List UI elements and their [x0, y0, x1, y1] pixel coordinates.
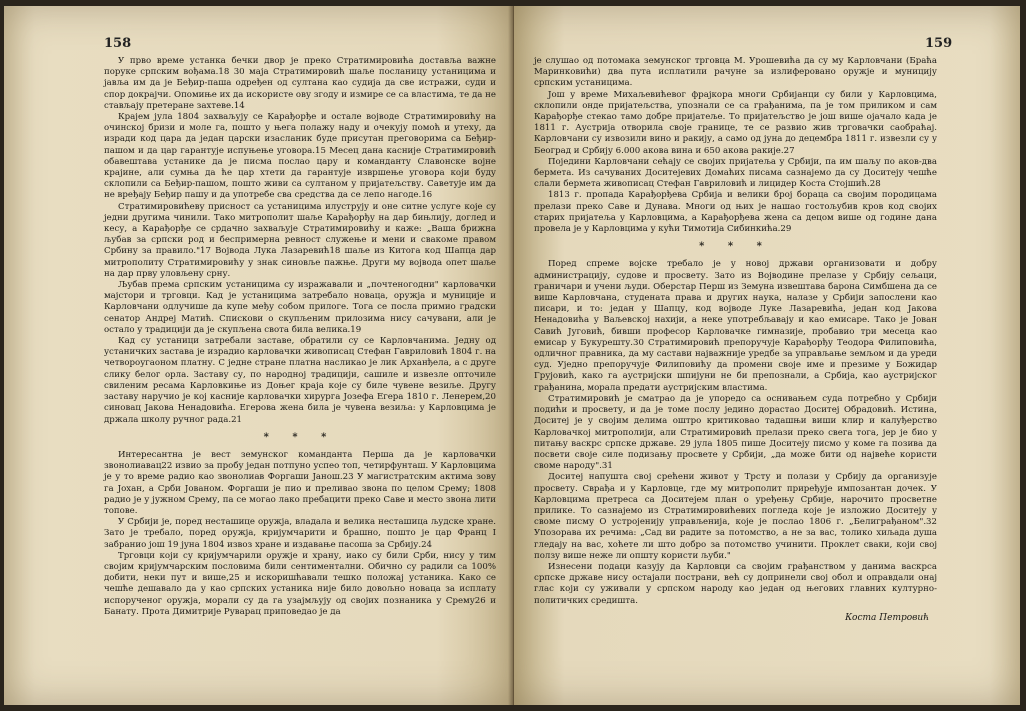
paragraph: Трговци који су кријумчарили оружје и храну, иако су били Срби, нису у тим својим кријумчарским пословима били сентиментални. Обично су радили са 100% добити, неки пут и више,25 и искоришћавали тешко положај устаника. Како се чешће дешавало да у као српских устаника није било довољно новаца за исплату испорученог оружја, морали су да га узајмљују од својих познаника у Срему26 и Банату. Прота Димитрије Руварац приповедао је да	[104, 550, 496, 617]
paragraph: Кад су устаници затребали заставе, обратили су се Карловчанима. Једну од устаничких застава је израдио карловачки живописац Стефан Гавриловић 1804 г. на четвороугаоном платну. С једне стране платна насликао је лик Арханђела, а с друге слику белог орла. Заставу су, по народној традицији, сашиле и извезле опточиле свиленим ресама Карловкиње из Доњег краја које су биле чувене везиље. Другу заставу наручио је кој касније карловачки хирурга Јозефа Егера 1810 г. Ленерем,20 синовац Јакова Ненадовића. Егерова жена била је чувена везиља: у Карловцима је држала школу ручног рада.21	[104, 336, 496, 425]
page-number-left: 158	[104, 36, 132, 51]
right-page-body	[534, 56, 937, 624]
paragraph: Изнесени подаци казују да Карловци са својим грађанством у данима васкрса српске државе нису остајали пострани, већ су допринели свој обол и оправдали онај глас који су уживали у српском народу као један од његових главних културно-политичких средишта.	[534, 561, 937, 606]
paragraph: Још у време Михаљевићевог фрајкора многи Србијанци су били у Карловцима, склопили онде пријатељства, упознали се са грађанима, па је том приликом и сам Карађорђе стекао тамо добре пријатеље. То пријатељство је још више ојачало када је 1811 г. Аустрија отворила своје границе, те се развио жив трговачки саобраћај. Карловчани су извозили вино и ракију, а само од јуна до децембра 1811 г. извезли су у Београд и Србију 6.000 акова вина и 650 акова ракије.27	[534, 89, 937, 156]
paragraph: Стратимировић је сматрао да је упоредо са оснивањем суда потребно у Србији подићи и просвету, и да је томе послу једино дорастао Доситеј Обрадовић. Истина, Доситеј је у својим делима оштро критиковао тадашњи виши клир и калуђерство Карловачкој митрополији, али Стратимировић прелази преко свега тога, јер је био у питању васкрс српске државе. 29 јула 1805 пише Доситеју писмо у коме га позива да посвети своје силе подизању просвете у Србији, „да може бити од највеће користи своме народу".31	[534, 393, 937, 472]
paragraph: У Србији је, поред несташице оружја, владала и велика несташица људске хране. Зато је требало, поред оружја, кријумчарити и брашно, пошто је цар Франц I забранио још 19 јуна 1804 извоз хране и издавање пасоша за Србију.24	[104, 517, 496, 550]
paragraph: Поред спреме војске требало је у новој држави организовати и добру администрацију, судове и просвету. Зато из Војводине прелазе у Србију сељаци, граничари и учени људи. Оберстар Перш из Земуна извештава барона Симбшена да се више Карловчана, студената права и других наука, налазе у Србији запослени као писари, и то: један у Шапцу, код војводе Луке Лазаревића, један код Јакова Ненадовића у Ваљевској нахији, а неке употребљавају и као емисаре. Тако је Јован Савић Југовић, бивши професор Карловачке гимназије, пробавио три месеца као емисар у Букурешту.30 Стратимировић препоручује Карађорђу Теодора Филиповића, одличног правника, да му састави најважније уредбе за управљање земљом и да уреди суд. Уједно препоручује Филиповићу да промени своје име и презиме у Божидар Грујовић, како га аустријски шпијуни не би препознали, а Србија, као аустријског грађанина, морала предати аустријским властима.	[534, 259, 937, 393]
page-number-right: 159	[925, 36, 953, 51]
paragraph: Интересантна је вест земунског команданта Перша да је карловачки звонолиавац22 извио за пробу један потпуно успео топ, четирфунташ. У Карловцима је у то време радио као звонолиав Форгаши Јанош.23 У магистратским актима зову га Јохан, а Срби Јованом. Форгаши је пио и преливао звона по целом Срему; 1808 радио је у јужном Срему, па се могао лако пребацити преко Саве и место звона лити топове.	[104, 449, 496, 516]
paragraph: Поједини Карловчани сећају се својих пријатеља у Србији, па им шаљу по аков-два бермета. Из сачуваних Доситејевих Домаћих писама сазнајемо да су Доситеју чешће слали бермета живописац Стефан Гавриловић и лицидер Коста Стојшић.28	[534, 156, 937, 190]
author-signature: Коста Петровић	[845, 612, 929, 623]
left-page	[4, 6, 514, 705]
section-divider: * * *	[699, 241, 772, 253]
right-page	[514, 6, 1020, 705]
section-divider: * * *	[263, 431, 337, 443]
paragraph: Стратимировићеву присност са устаницима илуструју и оне ситне услуге које су једни другима чинили. Тако митрополит шаље Карађорђу на дар бињлију, доглед и кесу, а Карађорђе се срдачно захваљује Стратимировићу и каже: „Ваша брижна љубав за српски род и беспримерна ревност служење и мени и свакоме правом Србину за правило."17 Војвода Лука Лазаревић18 шаље из Китога код Шапца дар митрополиту Стратимировићу у знак синовље пажње. Други му војвода опет шаље на дар прву уловљену срну.	[104, 201, 496, 279]
paragraph: У прво време устанка бечки двор је преко Стратимировића доставља важне поруке српским вођама.18 30 маја Стратимировић шаље посланицу устаницима и јавља им да је Беђир-паша одређен од султана као судија да све истражи, суди и спор докрајчи. Опомиње их да искористе ову згоду и измире се са властима, те да не стављају претеране захтеве.14	[104, 56, 496, 111]
left-page-body	[104, 56, 496, 618]
paragraph: је слушао од потомака земунског трговца М. Урошевића да су му Карловчани (Браћа Маринковићи) два пута исплатили рачуне за излиферовано оружје и муницију српским устаницима.	[534, 56, 937, 89]
paragraph: Љубав према српским устаницима су изражавали и „почтеногодни" карловачки мајстори и трговци. Кад је устаницима затребало новаца, оружја и муниције и Карловчани одлучише да купе међу собом прилоге. Тога се посла примио градски сенатор Андреј Матић. Спискови о скупљеним прилозима нису сачувани, али је остало у традицији да је скупљена свота била велика.19	[104, 280, 496, 335]
paragraph: Доситеј напушта свој срећени живот у Трсту и полази у Србију да организује просвету. Сврађа и у Карловце, где му митрополит приређује импозантан дочек. У Карловцима претреса са Доситејем план о уређењу Србије, нарочито просветне прилике. То сазнајемо из Стратимировићевих погледа које је изложио Доситеју у своме писму О устројенију управљенија, које је послао 1806 г. „Белиграђаном".32 Упозорава их речима: „Сад ви радите за потомство, а не за вас, толико хиљада душа гледају на вас, хоћете ли што добро за потомство учинити. Проклет сваки, који свој ползу више неже ли општу користи љуби."	[534, 472, 937, 561]
paragraph: 1813 г. пропада Карађорђева Србија и велики број бораца са својим породицама прелази преко Саве и Дунава. Многи од њих је нашао гостољубив кров код својих старих пријатеља у Карловцима, а Карађорђева жена са децом више од године дана провела је у Карловцима у кући Тимотија Сибинкића.29	[534, 190, 937, 235]
paragraph: Крајем јула 1804 захваљују се Карађорђе и остале војводе Стратимировићу на очинској бризи и моле га, пошто у њега полажу наду и очекују помоћ и утеху, да изради код цара да један царски изасланик буде присутан преговорима са Беђир-пашом и да цар гарантује испуњење уговора.15 Месец дана касније Стратимировић обавештава устанике да је писма послао цару и команданту Славонске војне крајине, али сумња да ће цар хтети да гарантује извршење уговора који буду склопили са Беђир-пашом, пошто живи са султаном у пријатељству. Саветује им да не вређају Беђир пашу и да употребе сва средства да се лепо нагоде.16	[104, 112, 496, 201]
